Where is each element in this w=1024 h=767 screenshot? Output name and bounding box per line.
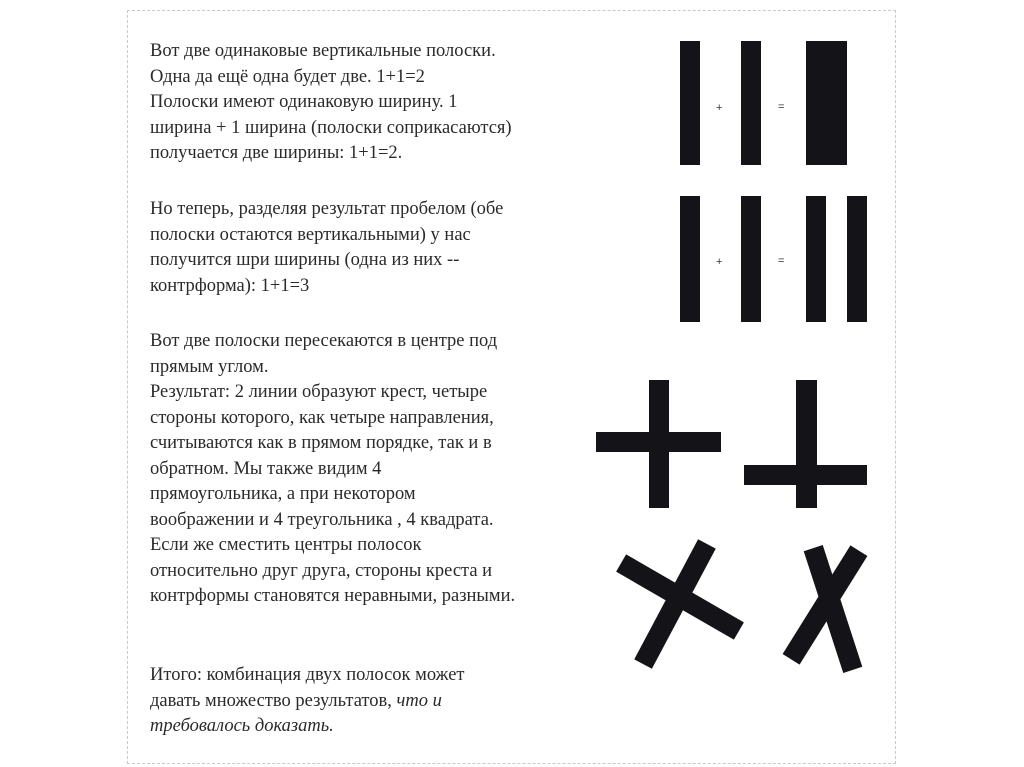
stripe-vertical xyxy=(796,380,817,508)
stripe xyxy=(680,196,700,322)
text-line: контрформа): 1+1=3 xyxy=(150,275,310,296)
text-line: прямоугольника, а при некотором xyxy=(150,484,416,504)
text-line: получится шри ширины (одна из них -- xyxy=(150,250,460,270)
figure-touching-stripes xyxy=(680,41,847,165)
text-line: ширина + 1 ширина (полоски соприкасаются) xyxy=(150,117,512,138)
stripe xyxy=(806,196,826,322)
equals-sign: = xyxy=(778,101,785,113)
stripe-horizontal xyxy=(744,465,867,485)
figure-diagonal-offset xyxy=(783,545,868,673)
stripe-horizontal xyxy=(596,432,721,452)
text-line: обратном. Мы также видим 4 xyxy=(150,458,382,479)
figure-cross-centered xyxy=(596,380,721,508)
stripe xyxy=(847,196,867,322)
stripe xyxy=(741,196,761,322)
stripe-diagonal xyxy=(616,554,744,639)
plus-sign: + xyxy=(716,102,723,114)
figure-separated-stripes xyxy=(680,196,867,322)
text-line: Одна да ещё одна будет две. 1+1=2 xyxy=(150,66,425,87)
text-italic: требовалось доказать. xyxy=(150,716,334,736)
plus-sign: + xyxy=(716,256,723,268)
stripe-double xyxy=(806,41,847,165)
text-line: полоски остаются вертикальными) у нас xyxy=(150,224,471,245)
equals-sign: = xyxy=(778,255,785,267)
text-line: Вот две одинаковые вертикальные полоски. xyxy=(150,41,496,61)
text-line: прямым углом. xyxy=(150,356,269,377)
text-line: Результат: 2 линии образуют крест, четыре xyxy=(150,382,488,402)
figure-diagonal-cross xyxy=(616,539,744,668)
figure-cross-offset xyxy=(744,380,867,508)
text-italic: что и xyxy=(396,690,442,711)
text-line: Полоски имеют одинаковую ширину. 1 xyxy=(150,92,458,112)
text-normal: давать множество результатов, xyxy=(150,690,397,711)
text-line: получается две ширины: 1+1=2. xyxy=(150,143,403,163)
text-line: стороны которого, как четыре направления, xyxy=(150,407,494,428)
text-line: Вот две полоски пересекаются в центре под xyxy=(150,331,498,351)
text-line: Итого: комбинация двух полосок может xyxy=(150,665,465,685)
stripe xyxy=(741,41,761,165)
text-line: считываются как в прямом порядке, так и в xyxy=(150,433,492,453)
text-line: Если же сместить центры полосок xyxy=(150,535,422,555)
text-line: контрформы становятся неравными, разными. xyxy=(150,586,516,606)
stripe xyxy=(680,41,700,165)
text-line: воображении и 4 треугольника , 4 квадрата. xyxy=(150,509,494,530)
text-line: Но теперь, разделяя результат пробелом (обе xyxy=(150,199,504,219)
text-line: относительно друг друга, стороны креста и xyxy=(150,560,493,581)
